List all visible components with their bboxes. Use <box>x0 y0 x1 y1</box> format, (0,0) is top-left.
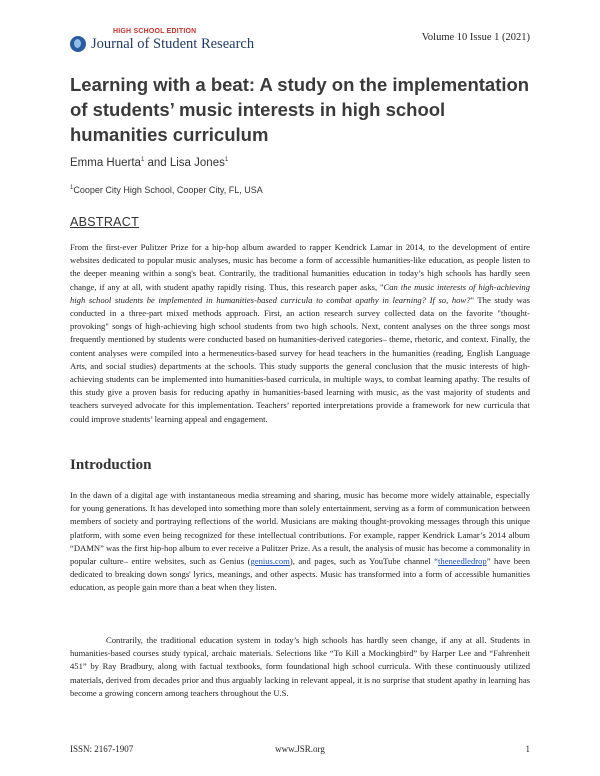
abstract-text: " The study was conducted in a three-part mixed methods approach. First, an action research survey collected data on the favorite "thought-provoking" songs of high-achieving high school students from two high schools. Next, content analyses on the three songs most frequently mentioned by students were conducted based on humanities-derived categories– theme, rhetoric, and context. Finally, the content analyses were compiled into a hermeneutics-based survey for head teachers in the humanities (reading, English Language Arts, and social studies) departments at the schools. This study supports the general conclusion that the music interests of high-achieving students can be implemented into humanities-based curricula, in multiple ways, to combat learning apathy. The results of this study give a proven basis for reducing apathy in humanities-based learning with music, as the vast majority of students and teachers surveyed advocate for this implementation. Teachers’ reported interpretations provide a framework for new curricula that could improve students’ learning appeal and engagement. <box>70 294 530 424</box>
journal-name: Journal of Student Research <box>91 36 255 52</box>
intro-paragraph-2: Contrarily, the traditional education system in today’s high schools has hardly seen change, if any at all. Students in humanities-based courses study typical, archaic materials. Selections like “To Kill a Mockingbird” by Harper Lee and “Fahrenheit 451” by Ray Bradbury, along with factual textbooks, form foundational high school curricula. With these continuously utilized materials, derived from decades prior and thus arguably lacking in relevant appeal, it is no surprise that student apathy in learning has become a growing concern among teachers throughout the U.S. <box>70 635 530 698</box>
author-affiliation-mark: 1 <box>140 157 145 164</box>
genius-link[interactable]: genius.com <box>250 556 290 567</box>
page-footer <box>70 744 530 758</box>
author-list <box>70 157 228 169</box>
paper-title: Learning with a beat: A study on the implementation of students’ music interests in high school humanities curriculum <box>70 74 530 145</box>
author-name: Emma Huerta <box>70 157 141 169</box>
logo-text <box>91 28 254 52</box>
affiliation-text: Cooper City High School, Cooper City, FL, USA <box>73 185 263 195</box>
author-conjunction: and <box>144 157 170 169</box>
section-heading-introduction: Introduction <box>70 457 152 473</box>
globe-logo-icon <box>70 36 86 52</box>
author-name: Lisa Jones <box>169 157 225 169</box>
abstract-text: From the first-ever Pulitzer Prize for a hip-hop album awarded to rapper Kendrick Lamar in 2014, to the development of entire websites dedicated to popular music analyses, music has become a form of accessible humanities-like education, as people listen to the deeper meaning within a song's beat. Contrarily, the traditional humanities education in today’s high schools has hardly seen change, if any at all, with student apathy rapidly rising. Thus, this research paper asks, " <box>70 242 530 292</box>
website[interactable]: www.JSR.org <box>275 744 325 754</box>
volume-issue: Volume 10 Issue 1 (2021) <box>421 32 530 43</box>
theneedledrop-link[interactable]: theneedledrop <box>438 556 487 567</box>
affiliation <box>70 185 263 195</box>
edition-label: HIGH SCHOOL EDITION <box>113 28 197 35</box>
issn: ISSN: 2167-1907 <box>70 744 134 754</box>
intro-paragraph-1 <box>70 489 530 595</box>
page-number: 1 <box>525 744 530 754</box>
body-text: ” have been dedicated to breaking down songs' lyrics, meanings, and other aspects. Music has transformed into a form of accessible humanities education, as people gain more than a beat when they listen. <box>70 556 530 593</box>
affiliation-mark: 1 <box>70 185 74 191</box>
author-affiliation-mark: 1 <box>224 157 229 164</box>
page-header <box>70 28 530 60</box>
body-text: ), and pages, such as YouTube channel “ <box>289 556 439 567</box>
abstract-body <box>70 241 530 426</box>
abstract-heading: ABSTRACT <box>70 215 140 229</box>
journal-logo[interactable] <box>70 28 254 52</box>
body-text: In the dawn of a digital age with instantaneous media streaming and sharing, music has become more widely attainable, especially for young generations. It has developed into something more than solely entertainment, serving as a form of communication between members of society and portraying reflections of the world. Musicians are making thought-provoking messages through this unique platform, with some even being recognized for these intellectual contributions. For example, rapper Kendrick Lamar’s 2014 album “DAMN” was the first hip-hop album to ever receive a Pulitzer Prize. As a result, the analysis of music has become a commonality in popular culture– entire websites, such as Genius ( <box>70 490 530 567</box>
research-question: Can the music interests of high-achieving high school students be implemented in humanities-based curricula to combat apathy in learning? If so, how? <box>70 281 530 305</box>
